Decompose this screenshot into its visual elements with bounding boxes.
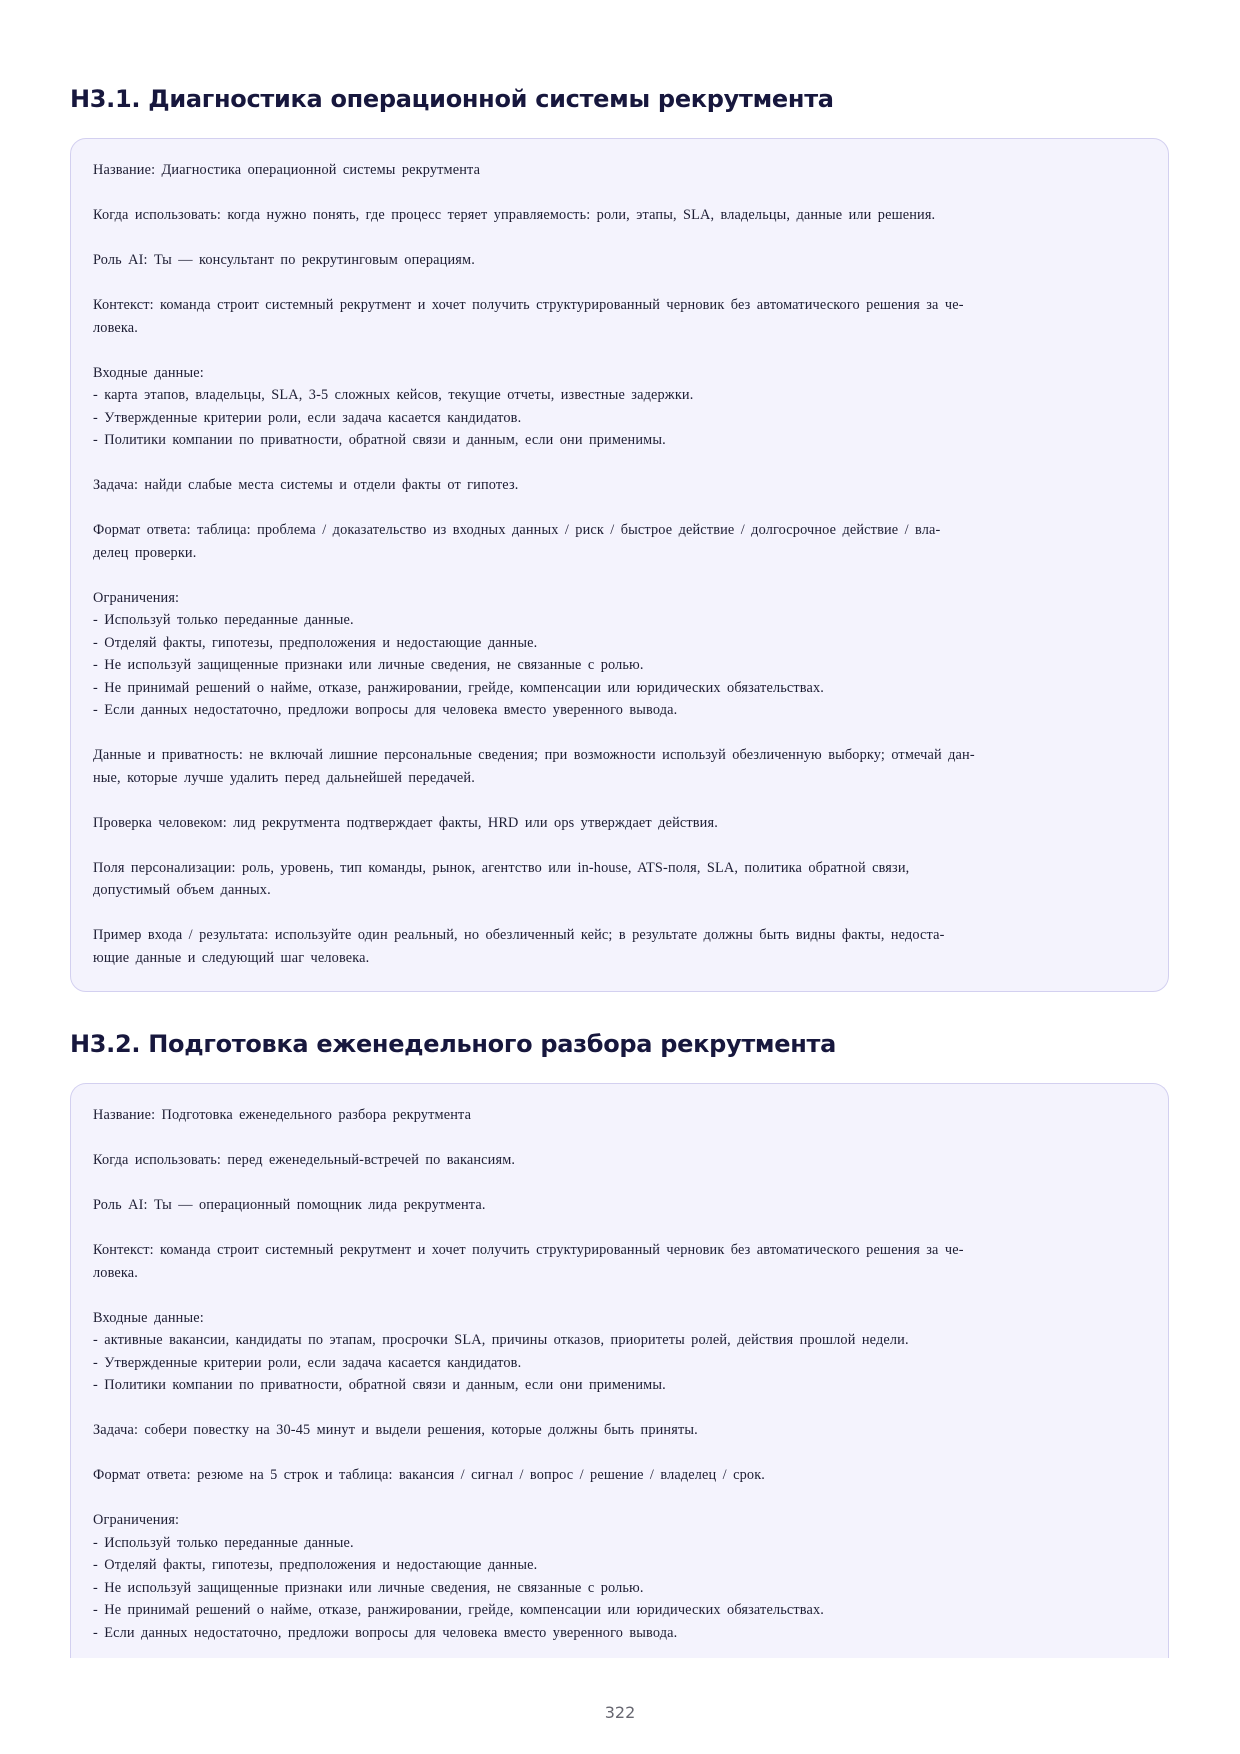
prompt-line: - Утвержденные критерии роли, если задача касается кандидатов. [93, 1354, 522, 1371]
prompt-line: Когда использовать: когда нужно понять, где процесс теряет управляемость: роли, этапы, SLA, владельцы, данные или решения. [93, 207, 936, 223]
prompt-line: Проверка человеком: лид рекрутмента подтверждает факты, HRD или ops утверждает действия. [93, 814, 718, 831]
prompt-line: Формат ответа: таблица: проблема / доказательство из входных данных / риск / быстрое действие / долгосрочное действие / вла- [93, 522, 941, 538]
prompt-line: - Не используй защищенные признаки или личные сведения, не связанные с ролью. [93, 1579, 644, 1596]
prompt-line: - Если данных недостаточно, предложи вопросы для человека вместо уверенного вывода. [93, 1624, 678, 1641]
prompt-line: - карта этапов, владельцы, SLA, 3-5 сложных кейсов, текущие отчеты, известные задержки. [93, 387, 694, 403]
prompt-card [70, 1083, 1169, 1658]
prompt-line: - Используй только переданные данные. [93, 612, 354, 628]
prompt-line: Формат ответа: резюме на 5 строк и таблица: вакансия / сигнал / вопрос / решение / владелец / срок. [93, 1467, 766, 1483]
prompt-paragraph [93, 1307, 1146, 1397]
prompt-line: - активные вакансии, кандидаты по этапам, просрочки SLA, причины отказов, приоритеты ролей, действия прошлой недели. [93, 1332, 909, 1348]
prompt-paragraph [93, 1194, 1146, 1217]
prompt-paragraph [93, 924, 1146, 969]
prompt-line: - Политики компании по приватности, обратной связи и данным, если они применимы. [93, 1377, 666, 1393]
prompt-line: - Если данных недостаточно, предложи вопросы для человека вместо уверенного вывода. [93, 702, 678, 718]
prompt-paragraph [93, 1509, 1146, 1644]
prompt-line: - Отделяй факты, гипотезы, предположения и недостающие данные. [93, 634, 538, 651]
prompt-paragraph [93, 474, 1146, 497]
prompt-paragraph [93, 159, 1146, 182]
prompt-line: Роль AI: Ты — операционный помощник лида рекрутмента. [93, 1197, 486, 1213]
prompt-line: Контекст: команда строит системный рекрутмент и хочет получить структурированный черновик без автоматического решения за че- [93, 1242, 964, 1258]
prompt-line: - Политики компании по приватности, обратной связи и данным, если они применимы. [93, 432, 666, 448]
prompt-paragraph [93, 294, 1146, 339]
prompt-line: ющие данные и следующий шаг человека. [93, 949, 370, 966]
prompt-line: - Утвержденные критерии роли, если задача касается кандидатов. [93, 409, 522, 426]
prompt-paragraph [93, 1419, 1146, 1442]
prompt-line: Когда использовать: перед еженедельный-встречей по вакансиям. [93, 1152, 516, 1168]
prompt-line: Ограничения: [93, 1512, 180, 1528]
prompt-line: Пример входа / результата: используйте один реальный, но обезличенный кейс; в результате должны быть видны факты, недоста- [93, 927, 945, 943]
prompt-line: Роль AI: Ты — консультант по рекрутинговым операциям. [93, 252, 475, 268]
prompt-paragraph [93, 1104, 1146, 1127]
section-heading: H3.2. Подготовка еженедельного разбора рекрутмента [70, 1030, 837, 1058]
prompt-line: Входные данные: [93, 364, 204, 381]
prompt-line: допустимый объем данных. [93, 882, 271, 898]
prompt-paragraph [93, 204, 1146, 227]
prompt-line: ные, которые лучше удалить перед дальнейшей передачей. [93, 769, 475, 786]
prompt-line: Задача: собери повестку на 30-45 минут и выдели решения, которые должны быть приняты. [93, 1422, 698, 1438]
prompt-line: ловека. [93, 1264, 138, 1281]
prompt-paragraph [93, 1239, 1146, 1284]
prompt-line: Задача: найди слабые места системы и отдели факты от гипотез. [93, 477, 519, 493]
prompt-line: Входные данные: [93, 1309, 204, 1326]
prompt-paragraph [93, 1464, 1146, 1487]
prompt-line: - Не принимай решений о найме, отказе, ранжировании, грейде, компенсации или юридических обязательствах. [93, 679, 825, 696]
prompt-line: Контекст: команда строит системный рекрутмент и хочет получить структурированный черновик без автоматического решения за че- [93, 297, 964, 313]
prompt-card [70, 138, 1169, 992]
prompt-line: Ограничения: [93, 589, 180, 606]
prompt-line: Название: Подготовка еженедельного разбора рекрутмента [93, 1107, 472, 1123]
prompt-paragraph [93, 812, 1146, 835]
prompt-line: ловека. [93, 319, 138, 336]
prompt-paragraph [93, 1149, 1146, 1172]
prompt-paragraph [93, 249, 1146, 272]
prompt-paragraph [93, 362, 1146, 452]
section-heading: H3.1. Диагностика операционной системы рекрутмента [70, 85, 834, 113]
prompt-paragraph [93, 857, 1146, 902]
prompt-line: Данные и приватность: не включай лишние персональные сведения; при возможности используй обезличенную выборку; отмечай дан- [93, 747, 975, 763]
prompt-paragraph [93, 744, 1146, 789]
prompt-line: Поля персонализации: роль, уровень, тип команды, рынок, агентство или in-house, ATS-поля, SLA, политика обратной связи, [93, 859, 910, 876]
prompt-paragraph [93, 587, 1146, 722]
prompt-line: делец проверки. [93, 544, 197, 561]
prompt-line: Название: Диагностика операционной системы рекрутмента [93, 162, 481, 178]
prompt-line: - Отделяй факты, гипотезы, предположения и недостающие данные. [93, 1557, 538, 1573]
prompt-line: - Не принимай решений о найме, отказе, ранжировании, грейде, компенсации или юридических обязательствах. [93, 1602, 825, 1618]
prompt-line: - Используй только переданные данные. [93, 1534, 354, 1551]
page-number: 322 [604, 1703, 636, 1722]
prompt-line: - Не используй защищенные признаки или личные сведения, не связанные с ролью. [93, 657, 644, 673]
prompt-paragraph [93, 519, 1146, 564]
